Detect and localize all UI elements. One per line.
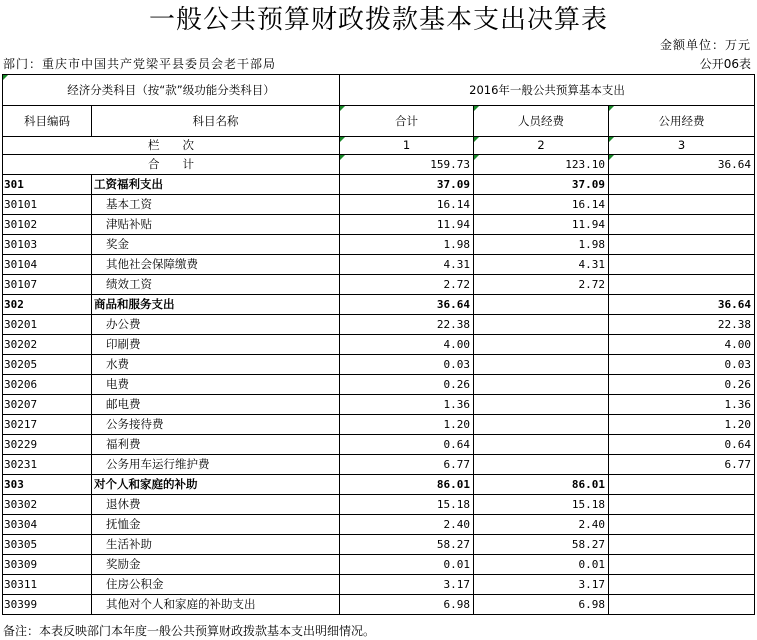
row-code: 30217 — [3, 415, 92, 435]
row-code: 303 — [3, 475, 92, 495]
row-personnel: 6.98 — [474, 595, 609, 615]
header-total: 合计 — [340, 106, 474, 137]
table-row — [3, 355, 755, 375]
row-name: 抚恤金 — [92, 515, 340, 535]
table-row — [3, 575, 755, 595]
total-public: 36.64 — [609, 155, 755, 175]
department-label: 部门：重庆市中国共产党梁平县委员会老干部局 — [3, 57, 277, 71]
table-row — [3, 295, 755, 315]
row-public — [609, 475, 755, 495]
row-total: 1.20 — [340, 415, 474, 435]
row-code: 30304 — [3, 515, 92, 535]
lanci-2: 2 — [474, 137, 609, 155]
row-name: 公务接待费 — [92, 415, 340, 435]
row-code: 30201 — [3, 315, 92, 335]
row-total: 22.38 — [340, 315, 474, 335]
row-code: 30202 — [3, 335, 92, 355]
row-total: 0.01 — [340, 555, 474, 575]
row-public: 1.20 — [609, 415, 755, 435]
row-public: 0.26 — [609, 375, 755, 395]
row-code: 30103 — [3, 235, 92, 255]
row-public — [609, 515, 755, 535]
row-name: 其他对个人和家庭的补助支出 — [92, 595, 340, 615]
header-budget-title: 2016年一般公共预算基本支出 — [340, 75, 755, 106]
row-public — [609, 215, 755, 235]
row-name: 退休费 — [92, 495, 340, 515]
row-total: 2.72 — [340, 275, 474, 295]
row-name: 基本工资 — [92, 195, 340, 215]
row-public — [609, 275, 755, 295]
row-total: 4.31 — [340, 255, 474, 275]
row-personnel — [474, 375, 609, 395]
table-row — [3, 515, 755, 535]
row-public — [609, 495, 755, 515]
row-total: 6.77 — [340, 455, 474, 475]
row-name: 其他社会保障缴费 — [92, 255, 340, 275]
row-public — [609, 255, 755, 275]
row-name: 奖励金 — [92, 555, 340, 575]
row-personnel: 1.98 — [474, 235, 609, 255]
header-name: 科目名称 — [92, 106, 340, 137]
total-label: 合 计 — [3, 155, 340, 175]
row-code: 30399 — [3, 595, 92, 615]
row-personnel — [474, 295, 609, 315]
header-row-2 — [3, 106, 755, 137]
row-personnel — [474, 455, 609, 475]
row-name: 福利费 — [92, 435, 340, 455]
row-code: 30206 — [3, 375, 92, 395]
row-public — [609, 555, 755, 575]
row-personnel: 2.72 — [474, 275, 609, 295]
row-personnel — [474, 435, 609, 455]
table-row — [3, 555, 755, 575]
row-public: 36.64 — [609, 295, 755, 315]
row-personnel: 2.40 — [474, 515, 609, 535]
header-personnel: 人员经费 — [474, 106, 609, 137]
row-name: 津贴补贴 — [92, 215, 340, 235]
row-personnel: 3.17 — [474, 575, 609, 595]
total-row — [3, 155, 755, 175]
row-name: 奖金 — [92, 235, 340, 255]
row-total: 4.00 — [340, 335, 474, 355]
lanci-1: 1 — [340, 137, 474, 155]
row-name: 邮电费 — [92, 395, 340, 415]
header-public: 公用经费 — [609, 106, 755, 137]
lanci-label: 栏 次 — [3, 137, 340, 155]
row-total: 0.03 — [340, 355, 474, 375]
row-public: 6.77 — [609, 455, 755, 475]
row-total: 1.36 — [340, 395, 474, 415]
row-name: 商品和服务支出 — [92, 295, 340, 315]
row-name: 住房公积金 — [92, 575, 340, 595]
row-public: 4.00 — [609, 335, 755, 355]
row-code: 30107 — [3, 275, 92, 295]
table-row — [3, 415, 755, 435]
row-code: 30207 — [3, 395, 92, 415]
row-public — [609, 535, 755, 555]
row-name: 对个人和家庭的补助 — [92, 475, 340, 495]
row-name: 公务用车运行维护费 — [92, 455, 340, 475]
row-code: 30104 — [3, 255, 92, 275]
row-total: 86.01 — [340, 475, 474, 495]
row-personnel — [474, 355, 609, 375]
row-total: 11.94 — [340, 215, 474, 235]
row-personnel — [474, 315, 609, 335]
lanci-row — [3, 137, 755, 155]
row-public — [609, 235, 755, 255]
total-sum: 159.73 — [340, 155, 474, 175]
table-row — [3, 475, 755, 495]
header-row-1 — [3, 75, 755, 106]
row-name: 印刷费 — [92, 335, 340, 355]
row-total: 16.14 — [340, 195, 474, 215]
table-row — [3, 435, 755, 455]
row-name: 工资福利支出 — [92, 175, 340, 195]
row-total: 2.40 — [340, 515, 474, 535]
total-personnel: 123.10 — [474, 155, 609, 175]
row-personnel: 0.01 — [474, 555, 609, 575]
row-public — [609, 575, 755, 595]
table-row — [3, 235, 755, 255]
row-personnel — [474, 335, 609, 355]
table-row — [3, 535, 755, 555]
row-name: 绩效工资 — [92, 275, 340, 295]
row-personnel: 4.31 — [474, 255, 609, 275]
row-public — [609, 175, 755, 195]
table-row — [3, 335, 755, 355]
row-public — [609, 195, 755, 215]
table-row — [3, 495, 755, 515]
table-row — [3, 195, 755, 215]
table-row — [3, 175, 755, 195]
footnote: 备注：本表反映部门本年度一般公共预算财政拨款基本支出明细情况。 — [3, 624, 376, 638]
table-row — [3, 255, 755, 275]
table-row — [3, 275, 755, 295]
row-personnel: 86.01 — [474, 475, 609, 495]
table-row — [3, 455, 755, 475]
row-total: 6.98 — [340, 595, 474, 615]
form-number: 公开06表 — [699, 57, 751, 71]
row-total: 15.18 — [340, 495, 474, 515]
table-row — [3, 215, 755, 235]
row-personnel: 15.18 — [474, 495, 609, 515]
row-personnel: 16.14 — [474, 195, 609, 215]
row-code: 30231 — [3, 455, 92, 475]
row-total: 3.17 — [340, 575, 474, 595]
row-name: 水费 — [92, 355, 340, 375]
row-code: 302 — [3, 295, 92, 315]
row-public — [609, 595, 755, 615]
row-public: 0.03 — [609, 355, 755, 375]
row-total: 36.64 — [340, 295, 474, 315]
row-code: 30205 — [3, 355, 92, 375]
header-code: 科目编码 — [3, 106, 92, 137]
row-code: 30229 — [3, 435, 92, 455]
page-title: 一般公共预算财政拨款基本支出决算表 — [148, 5, 608, 35]
row-name: 办公费 — [92, 315, 340, 335]
table-row — [3, 595, 755, 615]
row-public: 22.38 — [609, 315, 755, 335]
header-econ-class: 经济分类科目（按“款”级功能分类科目） — [3, 75, 340, 106]
row-code: 30305 — [3, 535, 92, 555]
table-row — [3, 315, 755, 335]
amount-unit: 金额单位：万元 — [659, 38, 751, 52]
row-public: 0.64 — [609, 435, 755, 455]
row-name: 电费 — [92, 375, 340, 395]
row-name: 生活补助 — [92, 535, 340, 555]
row-personnel: 11.94 — [474, 215, 609, 235]
row-code: 30309 — [3, 555, 92, 575]
lanci-3: 3 — [609, 137, 755, 155]
row-code: 30101 — [3, 195, 92, 215]
row-total: 58.27 — [340, 535, 474, 555]
row-total: 37.09 — [340, 175, 474, 195]
table-row — [3, 395, 755, 415]
row-total: 1.98 — [340, 235, 474, 255]
table-row — [3, 375, 755, 395]
row-code: 301 — [3, 175, 92, 195]
row-public: 1.36 — [609, 395, 755, 415]
row-personnel: 58.27 — [474, 535, 609, 555]
row-personnel: 37.09 — [474, 175, 609, 195]
row-code: 30311 — [3, 575, 92, 595]
row-total: 0.26 — [340, 375, 474, 395]
row-personnel — [474, 415, 609, 435]
row-total: 0.64 — [340, 435, 474, 455]
row-code: 30302 — [3, 495, 92, 515]
row-code: 30102 — [3, 215, 92, 235]
row-personnel — [474, 395, 609, 415]
expenditure-table — [2, 74, 755, 615]
